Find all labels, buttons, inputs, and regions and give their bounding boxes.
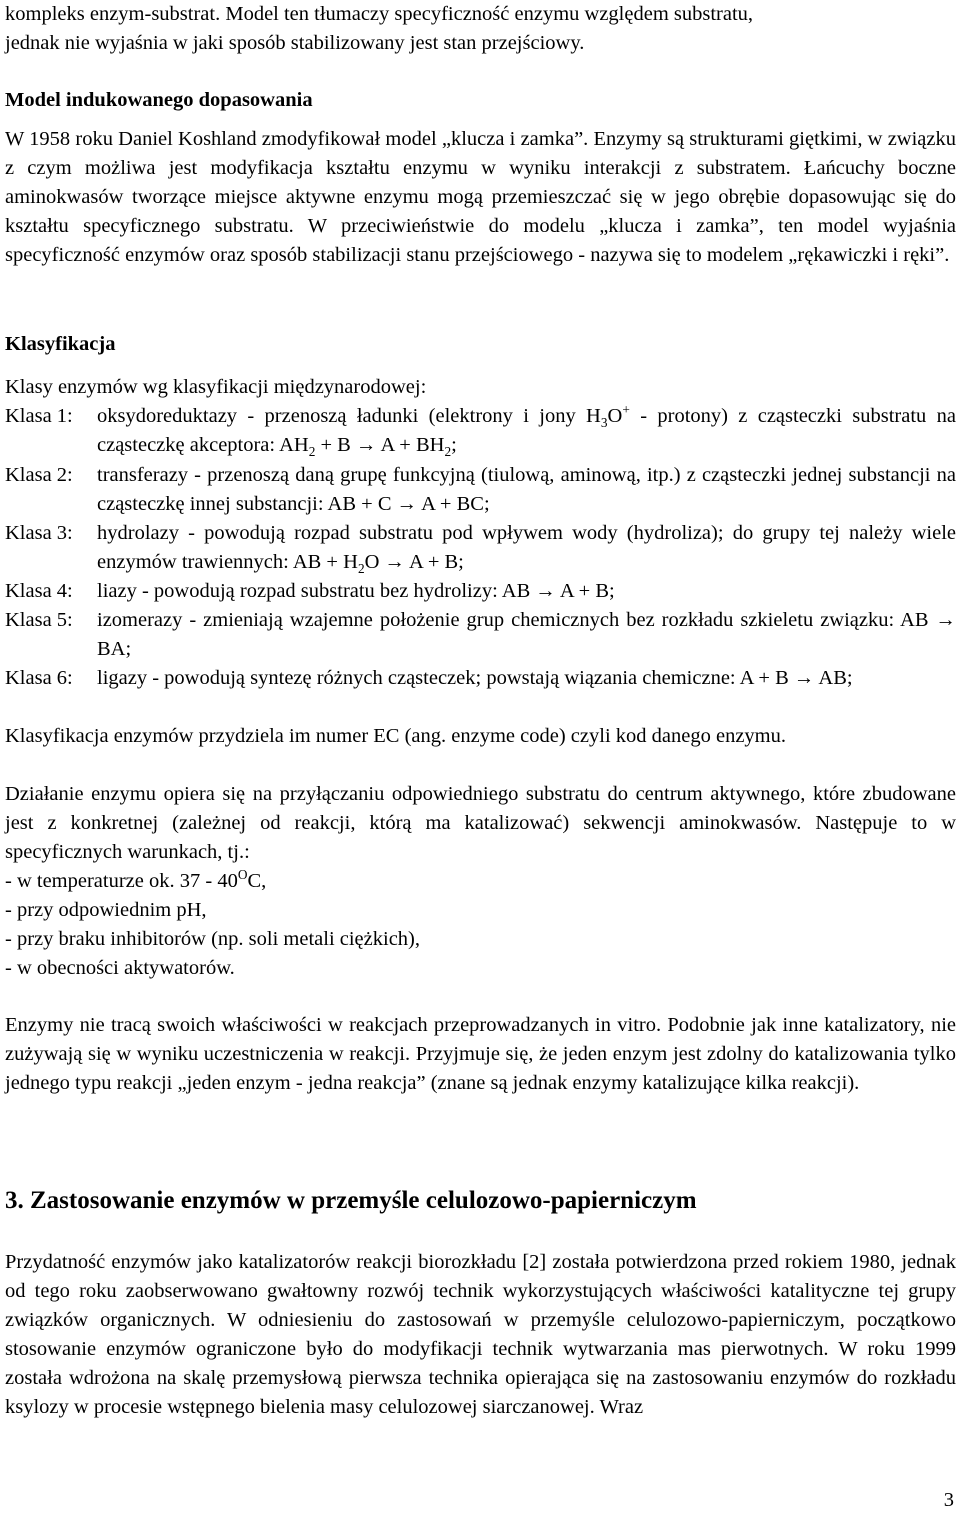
- intro-line-1: kompleks enzym-substrat. Model ten tłumaczy specyficzność enzymu względem substratu,: [5, 3, 754, 25]
- heading-classification: Klasyfikacja: [5, 333, 116, 355]
- paragraph-in-vitro: Enzymy nie tracą swoich właściwości w reakcjach przeprowadzanych in vitro. Podobnie jak inne katalizatory, nie zużywają się w wyniku uczestniczenia w reakcji. Przyjmuje się, że jeden enzym jest zdolny do katalizowania tylko jednego typu reakcji „jeden enzym - jedna reakcja” (znane są jednak enzymy katalizujące kilka reakcji).: [5, 1014, 956, 1094]
- page-number: 3: [943, 1489, 954, 1511]
- intro-line-2: jednak nie wyjaśnia w jaki sposób stabilizowany jest stan przejściowy.: [5, 32, 585, 54]
- condition-inhibitors: - przy braku inhibitorów (np. soli metali ciężkich),: [5, 928, 421, 950]
- class-2-text: transferazy - przenoszą daną grupę funkcyjną (tiulową, aminową, itp.) z cząsteczki jednej substancji na cząsteczkę innej substancji: AB + C → A + BC;: [97, 464, 956, 515]
- condition-activators: - w obecności aktywatorów.: [5, 957, 235, 979]
- class-6-text: ligazy - powodują syntezę różnych cząsteczek; powstają wiązania chemiczne: A + B → AB;: [97, 667, 853, 689]
- class-3-label: Klasa 3:: [5, 522, 73, 544]
- paragraph-ec-code: Klasyfikacja enzymów przydziela im numer EC (ang. enzyme code) czyli kod danego enzymu.: [5, 725, 786, 747]
- class-1-label: Klasa 1:: [5, 405, 73, 427]
- class-2-item: [5, 461, 956, 519]
- paragraph-induced-fit: W 1958 roku Daniel Koshland zmodyfikował model „klucza i zamka”. Enzymy są strukturami giętkimi, w związku z czym możliwa jest modyfikacja kształtu enzymu w wyniku interakcji z substratem. Łańcuchy boczne aminokwasów tworzące miejsce aktywne enzymu mogą przemieszczać się w jego obrębie dopasowując się do kształtu specyficznego substratu. W przeciwieństwie do modelu „klucza i zamka”, ten model wyjaśnia specyficzność enzymów oraz sposób stabilizacji stanu przejściowego - nazywa się to modelem „rękawiczki i ręki”.: [5, 128, 956, 266]
- class-5-label: Klasa 5:: [5, 609, 73, 631]
- paragraph-section-3: Przydatność enzymów jako katalizatorów reakcji biorozkładu [2] została potwierdzona przed rokiem 1980, jednak od tego roku zaobserwowano gwałtowny rozwój technik wykorzystujących właściwości katalityczne tej grupy związków organicznych. W odniesieniu do zastosowań w przemyśle celulozowo-papierniczym, początkowo stosowanie enzymów ograniczone było do modyfikacji technik wytwarzania mas pierwotnych. W roku 1999 została wdrożona na skalę przemysłową pierwsza technika opierająca się na zastosowaniu enzymów do rozkładu ksylozy w procesie wstępnego bielenia masy celulozowej siarczanowej. Wraz: [5, 1251, 956, 1418]
- class-1-item: [5, 402, 956, 460]
- class-4-text: liazy - powodują rozpad substratu bez hydrolizy: AB → A + B;: [97, 580, 615, 602]
- condition-ph: - przy odpowiednim pH,: [5, 899, 207, 921]
- heading-induced-fit: Model indukowanego dopasowania: [5, 89, 313, 111]
- class-6-label: Klasa 6:: [5, 667, 73, 689]
- classes-intro: Klasy enzymów wg klasyfikacji międzynarodowej:: [5, 376, 427, 398]
- class-3-item: [5, 519, 956, 577]
- condition-temperature: - w temperaturze ok. $37 - 40^OC$,: [5, 867, 267, 892]
- paragraph-enzyme-action: Działanie enzymu opiera się na przyłączaniu odpowiedniego substratu do centrum aktywnego, które zbudowane jest z konkretnej (zależnej od reakcji, którą ma katalizować) sekwencji aminokwasów. Następuje to w specyficznych warunkach, tj.:: [5, 783, 956, 863]
- class-1-text: oksydoreduktazy - przenoszą ładunki (elektrony i jony $H_3O^+$ - protony) z cząsteczki substratu na cząsteczkę akceptora: $AH_2 + B \to A + BH_2$;: [97, 402, 956, 460]
- class-4-item: [5, 577, 956, 606]
- section-heading: 3. Zastosowanie enzymów w przemyśle celulozowo-papierniczym: [5, 1187, 697, 1214]
- class-3-text: hydrolazy - powodują rozpad substratu pod wpływem wody (hydroliza); do grupy tej należy wiele enzymów trawiennych: AB + $H_2O \to A + B$;: [97, 522, 956, 577]
- class-4-label: Klasa 4:: [5, 580, 73, 602]
- class-5-text: izomerazy - zmieniają wzajemne położenie grup chemicznych bez rozkładu szkieletu związku: AB → BA;: [97, 609, 956, 660]
- class-2-label: Klasa 2:: [5, 464, 73, 486]
- class-6-item: [5, 664, 956, 693]
- class-5-item: [5, 606, 956, 664]
